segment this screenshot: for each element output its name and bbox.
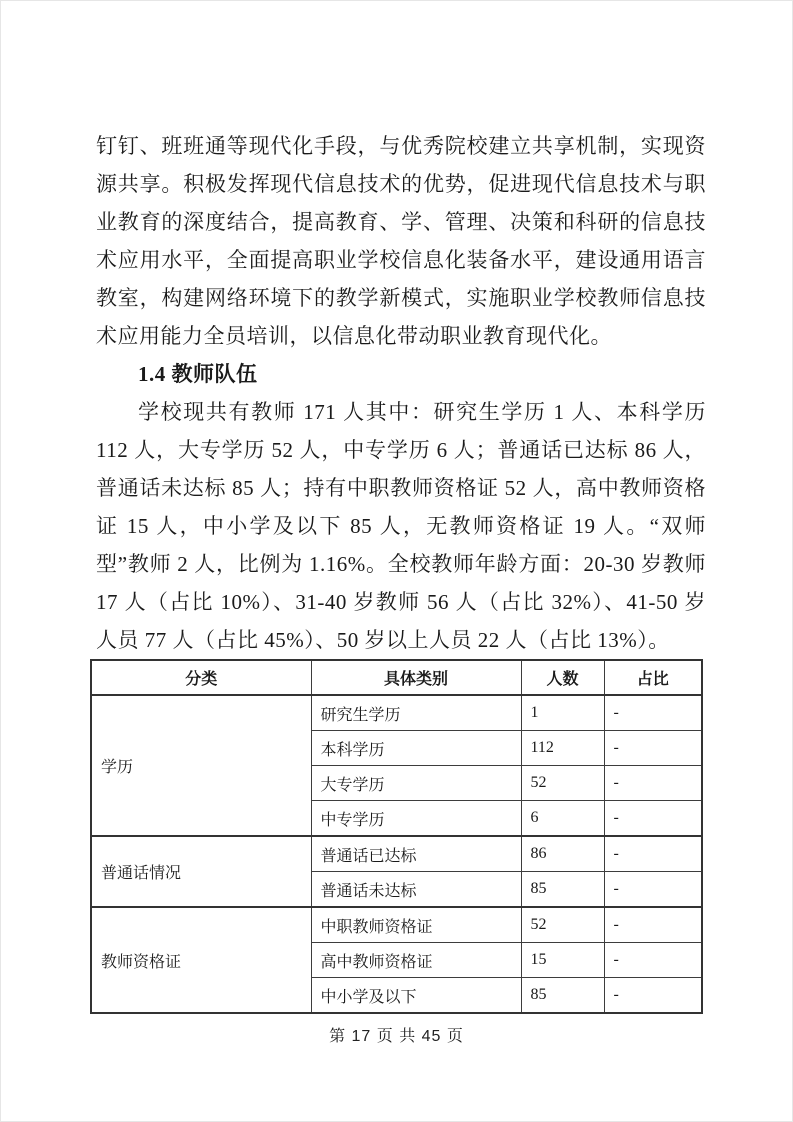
count-cell: 6 [521, 801, 604, 837]
ratio-cell: - [604, 907, 702, 943]
subcategory-cell: 中职教师资格证 [311, 907, 521, 943]
count-cell: 1 [521, 695, 604, 731]
subcategory-cell: 中小学及以下 [311, 978, 521, 1014]
ratio-cell: - [604, 978, 702, 1014]
subcategory-cell: 中专学历 [311, 801, 521, 837]
table-header-row [91, 660, 702, 695]
page-content [96, 127, 706, 1014]
teacher-stats-table [90, 659, 703, 1014]
ratio-cell: - [604, 836, 702, 872]
subcategory-cell: 普通话已达标 [311, 836, 521, 872]
page-footer: 第 17 页 共 45 页 [329, 1028, 464, 1045]
paragraph-teacher-statistics: 学校现共有教师 171 人其中：研究生学历 1 人、本科学历 112 人，大专学历 52 人，中专学历 6 人；普通话已达标 86 人，普通话未达标 85 人；持有中职教师资格证 52 人，高中教师资格证 15 人，中小学及以下 85 人，无教师资格证 19 人。“双师型”教师 2 人，比例为 1.16%。全校教师年龄方面：20-30 岁教师 17 人（占比 10%）、31-40 岁教师 56 人（占比 32%）、41-50 岁人员 77 人（占比 45%）、50 岁以上人员 22 人（占比 13%）。 [96, 400, 706, 652]
count-cell: 52 [521, 907, 604, 943]
count-cell: 85 [521, 872, 604, 908]
subcategory-cell: 普通话未达标 [311, 872, 521, 908]
table-row [91, 695, 702, 731]
header-ratio: 占比 [604, 660, 702, 695]
count-cell: 52 [521, 766, 604, 801]
table-body [91, 695, 702, 1013]
subcategory-cell: 高中教师资格证 [311, 943, 521, 978]
subcategory-cell: 大专学历 [311, 766, 521, 801]
table-row [91, 836, 702, 872]
ratio-cell: - [604, 872, 702, 908]
count-cell: 112 [521, 731, 604, 766]
count-cell: 15 [521, 943, 604, 978]
subcategory-cell: 研究生学历 [311, 695, 521, 731]
header-count: 人数 [521, 660, 604, 695]
count-cell: 85 [521, 978, 604, 1014]
category-cell: 教师资格证 [91, 907, 311, 1013]
paragraph-informatization: 钉钉、班班通等现代化手段，与优秀院校建立共享机制，实现资源共享。积极发挥现代信息技术的优势，促进现代信息技术与职业教育的深度结合，提高教育、学、管理、决策和科研的信息技术应用水平，全面提高职业学校信息化装备水平，建设通用语言教室，构建网络环境下的教学新模式，实施职业学校教师信息技术应用能力全员培训，以信息化带动职业教育现代化。 [96, 134, 706, 348]
category-cell: 学历 [91, 695, 311, 836]
table-row [91, 907, 702, 943]
subcategory-cell: 本科学历 [311, 731, 521, 766]
ratio-cell: - [604, 943, 702, 978]
ratio-cell: - [604, 801, 702, 837]
ratio-cell: - [604, 731, 702, 766]
count-cell: 86 [521, 836, 604, 872]
table-header [91, 660, 702, 695]
ratio-cell: - [604, 695, 702, 731]
header-subcategory: 具体类别 [311, 660, 521, 695]
category-cell: 普通话情况 [91, 836, 311, 907]
header-category: 分类 [91, 660, 311, 695]
ratio-cell: - [604, 766, 702, 801]
section-heading-teacher-team: 1.4 教师队伍 [138, 362, 258, 386]
